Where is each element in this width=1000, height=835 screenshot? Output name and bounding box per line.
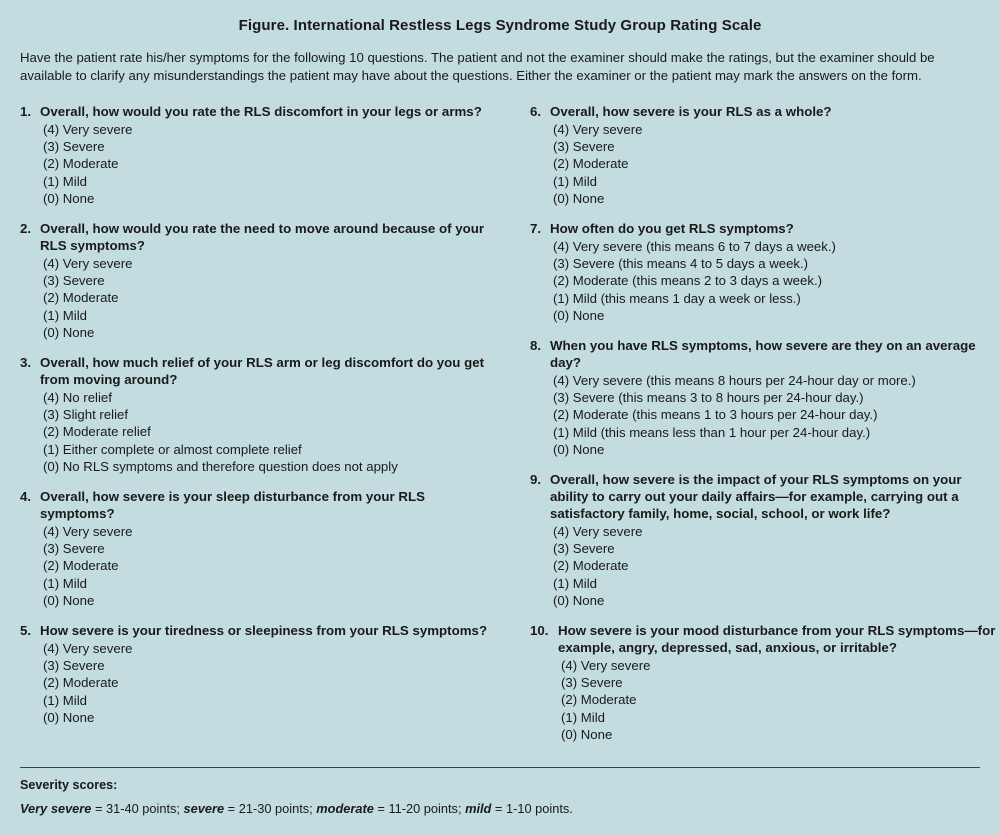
answer-option[interactable]: (1) Mild <box>561 709 605 725</box>
question-number: 8. <box>530 338 542 354</box>
answer-options <box>20 389 490 475</box>
question-text: When you have RLS symptoms, how severe are they on an average day? <box>550 338 976 371</box>
answer-option[interactable]: (0) None <box>43 324 95 340</box>
answer-options <box>20 255 490 341</box>
question-number: 6. <box>530 104 542 119</box>
question-heading <box>530 220 1000 237</box>
answer-option[interactable]: (4) Very severe <box>43 256 133 272</box>
question-10 <box>530 622 1000 743</box>
question-heading <box>20 220 490 254</box>
answer-option[interactable]: (0) None <box>43 592 95 608</box>
answer-option[interactable]: (3) Severe <box>43 541 105 557</box>
answer-option[interactable]: (1) Mild (this means 1 day a week or less.) <box>553 290 801 306</box>
answer-options <box>530 657 1000 743</box>
answer-option[interactable]: (0) None <box>561 726 613 742</box>
answer-option[interactable]: (3) Severe (this means 4 to 5 days a week.) <box>553 256 809 272</box>
answer-option[interactable]: (3) Severe <box>43 658 105 674</box>
severity-term: Very severe <box>20 801 92 816</box>
answer-option[interactable]: (2) Moderate (this means 2 to 3 days a week.) <box>553 273 822 289</box>
question-1 <box>20 103 490 207</box>
question-heading <box>530 471 1000 522</box>
answer-options <box>530 372 1000 458</box>
answer-option[interactable]: (3) Severe <box>553 139 615 155</box>
answer-options <box>530 121 1000 207</box>
answer-option[interactable]: (1) Mild <box>43 307 87 323</box>
answer-option[interactable]: (4) Very severe <box>43 122 133 137</box>
answer-option[interactable]: (2) Moderate (this means 1 to 3 hours per 24-hour day.) <box>553 407 878 423</box>
answer-option[interactable]: (2) Moderate <box>43 156 119 172</box>
question-text: Overall, how much relief of your RLS arm or leg discomfort do you get from moving around? <box>40 355 485 388</box>
answer-option[interactable]: (3) Severe <box>561 675 623 691</box>
answer-option[interactable]: (1) Mild <box>43 173 87 189</box>
question-text: Overall, how severe is your RLS as a whole? <box>550 104 832 119</box>
answer-option[interactable]: (1) Mild <box>43 575 87 591</box>
question-number: 2. <box>20 221 32 237</box>
answer-option[interactable]: (3) Severe <box>553 541 615 557</box>
answer-option[interactable]: (4) Very severe <box>43 524 133 540</box>
answer-option[interactable]: (0) None <box>553 592 605 608</box>
left-question-column <box>20 103 490 756</box>
answer-option[interactable]: (0) None <box>553 307 605 323</box>
answer-option[interactable]: (2) Moderate relief <box>43 424 151 440</box>
question-heading <box>530 622 1000 656</box>
severity-term: moderate <box>316 801 374 816</box>
answer-option[interactable]: (0) None <box>553 190 605 206</box>
page-title: Figure. International Restless Legs Syndrome Study Group Rating Scale <box>238 17 762 34</box>
question-number: 5. <box>20 623 32 639</box>
question-number: 10. <box>530 623 549 639</box>
question-text: Overall, how severe is the impact of your RLS symptoms on your ability to carry out your daily affairs—for example, carrying out a satisfactory family, home, social, school, or work life? <box>550 472 962 522</box>
answer-options <box>530 238 1000 324</box>
footer-divider <box>20 767 980 768</box>
question-heading <box>20 488 490 522</box>
question-heading <box>20 622 490 639</box>
answer-option[interactable]: (4) Very severe <box>553 524 643 540</box>
question-8 <box>530 337 1000 458</box>
severity-term: severe <box>183 801 225 816</box>
right-question-column <box>530 103 1000 756</box>
question-heading <box>530 103 1000 120</box>
question-6 <box>530 103 1000 207</box>
question-number: 9. <box>530 472 542 488</box>
question-number: 4. <box>20 489 32 505</box>
answer-option[interactable]: (3) Severe <box>43 273 105 289</box>
answer-option[interactable]: (2) Moderate <box>43 558 119 574</box>
answer-option[interactable]: (2) Moderate <box>43 675 119 691</box>
answer-option[interactable]: (1) Mild <box>553 173 597 189</box>
answer-option[interactable]: (4) No relief <box>43 390 112 406</box>
answer-option[interactable]: (0) None <box>553 441 605 457</box>
answer-option[interactable]: (3) Slight relief <box>43 407 129 423</box>
question-number: 1. <box>20 104 32 119</box>
answer-option[interactable]: (4) Very severe <box>561 658 651 674</box>
answer-option[interactable]: (4) Very severe <box>43 641 133 657</box>
questions-columns <box>0 103 1000 756</box>
severity-term: mild <box>465 801 492 816</box>
answer-option[interactable]: (4) Very severe (this means 6 to 7 days a week.) <box>553 239 836 255</box>
answer-option[interactable]: (4) Very severe <box>553 122 643 137</box>
answer-option[interactable]: (0) None <box>43 190 95 206</box>
answer-options <box>20 121 490 207</box>
question-text: Overall, how would you rate the need to move around because of your RLS symptoms? <box>40 221 485 254</box>
severity-range: = 21-30 points; <box>224 801 317 816</box>
question-heading <box>530 337 1000 371</box>
question-text: Overall, how would you rate the RLS discomfort in your legs or arms? <box>40 104 482 119</box>
question-number: 3. <box>20 355 32 371</box>
severity-scores-line <box>20 800 980 817</box>
answer-options <box>530 523 1000 609</box>
answer-option[interactable]: (4) Very severe (this means 8 hours per 24-hour day or more.) <box>553 373 916 389</box>
question-number: 7. <box>530 221 542 237</box>
severity-range: = 11-20 points; <box>373 801 466 816</box>
severity-range: = 31-40 points; <box>91 801 184 816</box>
question-7 <box>530 220 1000 324</box>
answer-options <box>20 523 490 609</box>
question-heading <box>20 354 490 388</box>
answer-option[interactable]: (3) Severe <box>43 139 105 155</box>
severity-scores-label: Severity scores: <box>20 778 118 792</box>
answer-option[interactable]: (0) No RLS symptoms and therefore question does not apply <box>43 458 398 474</box>
question-text: How severe is your mood disturbance from your RLS symptoms—for example, angry, depressed, sad, anxious, or irritable? <box>558 623 996 656</box>
answer-option[interactable]: (2) Moderate <box>43 290 119 306</box>
question-3 <box>20 354 490 475</box>
answer-option[interactable]: (2) Moderate <box>553 558 629 574</box>
answer-option[interactable]: (2) Moderate <box>561 692 637 708</box>
answer-options <box>20 640 490 726</box>
question-9 <box>530 471 1000 609</box>
answer-option[interactable]: (3) Severe (this means 3 to 8 hours per 24-hour day.) <box>553 390 864 406</box>
answer-option[interactable]: (1) Mild (this means less than 1 hour per 24-hour day.) <box>553 424 871 440</box>
question-text: How often do you get RLS symptoms? <box>550 221 794 237</box>
instructions-paragraph: Have the patient rate his/her symptoms for the following 10 questions. The patient and not the examiner should make the ratings, but the examiner should be available to clarify any misunderstandings the patient may have about the questions. Either the examiner or the patient may mark the answers on the form. <box>20 50 935 83</box>
answer-option[interactable]: (1) Either complete or almost complete relief <box>43 441 302 457</box>
answer-option[interactable]: (2) Moderate <box>553 156 629 172</box>
question-4 <box>20 488 490 609</box>
question-2 <box>20 220 490 341</box>
question-text: How severe is your tiredness or sleepiness from your RLS symptoms? <box>40 623 488 639</box>
answer-option[interactable]: (0) None <box>43 709 95 725</box>
question-5 <box>20 622 490 726</box>
answer-option[interactable]: (1) Mild <box>553 575 597 591</box>
question-text: Overall, how severe is your sleep disturbance from your RLS symptoms? <box>40 489 425 522</box>
severity-range: = 1-10 points. <box>491 801 573 816</box>
question-heading <box>20 103 490 120</box>
severity-scores-footer <box>20 777 980 817</box>
answer-option[interactable]: (1) Mild <box>43 692 87 708</box>
